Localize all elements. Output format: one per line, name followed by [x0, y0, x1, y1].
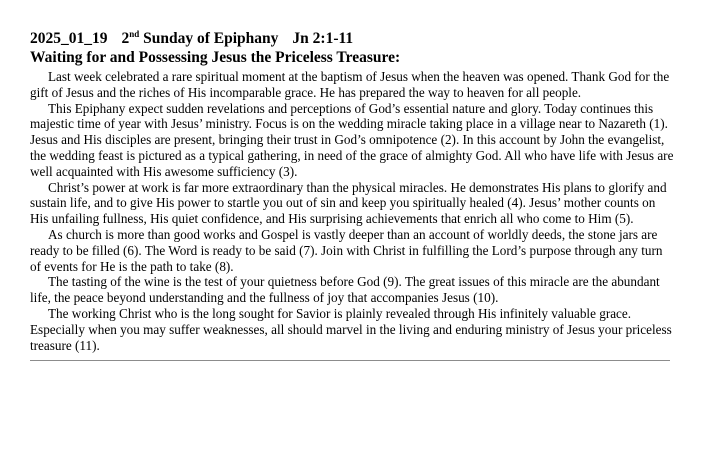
paragraph-4: As church is more than good works and Gospel is vastly deeper than an account of worldly deeds, the stone jars are ready to be filled (6). The Word is ready to be said (7). Join with Christ in fulfilling the Lord’s purpose through any turn of events for He is the path to take (8). — [30, 226, 663, 274]
ordinal-suffix: nd — [129, 29, 140, 39]
occasion: Sunday of Epiphany — [143, 30, 279, 47]
sermon-date: 2025_01_19 — [30, 30, 108, 47]
paragraph-5: The tasting of the wine is the test of your quietness before God (9). The great issues of this miracle are the abundant life, the peace beyond understanding and the fullness of joy that accompanies Jesus (10). — [30, 274, 660, 306]
scripture-reference: Jn 2:1-11 — [292, 30, 354, 47]
heading-line — [30, 29, 674, 48]
sermon-body — [30, 69, 674, 353]
paragraph-2: This Epiphany expect sudden revelations and perceptions of God’s essential nature and glory. Today continues this majestic time of year with Jesus’ ministry. Focus is on the wedding miracle taking place in a village near to Nazareth (1). Jesus and His disciples are present, bringing their trust in God’s omnipotence (2). In this account by John the evangelist, the wedding feast is pictured as a typical gathering, in need of the grace of almighty God. All who have life with Jesus are well acquainted with His awesome sufficiency (3). — [30, 100, 674, 179]
paragraph-6: The working Christ who is the long sought for Savior is plainly revealed through His infinitely valuable grace. Especially when you may suffer weaknesses, all should marvel in the living and enduring ministry of Jesus your priceless treasure (11). — [30, 305, 672, 353]
document-page — [30, 29, 674, 361]
paragraph-1: Last week celebrated a rare spiritual moment at the baptism of Jesus when the heaven was opened. Thank God for the gift of Jesus and the riches of His incomparable grace. He has prepared the way to heaven for all people. — [30, 69, 670, 100]
sermon-title: Waiting for and Possessing Jesus the Priceless Treasure: — [30, 49, 401, 66]
horizontal-rule — [30, 360, 670, 361]
ordinal-number: 2 — [121, 30, 130, 47]
paragraph-3: Christ’s power at work is far more extraordinary than the physical miracles. He demonstrates His plans to glorify and sustain life, and to give His power to startle you out of sin and keep you spiritually healed (4). Jesus’ mother counts on His unfailing fullness, His quiet confidence, and His surprising achievements that enrich all who come to Him (5). — [30, 179, 667, 227]
